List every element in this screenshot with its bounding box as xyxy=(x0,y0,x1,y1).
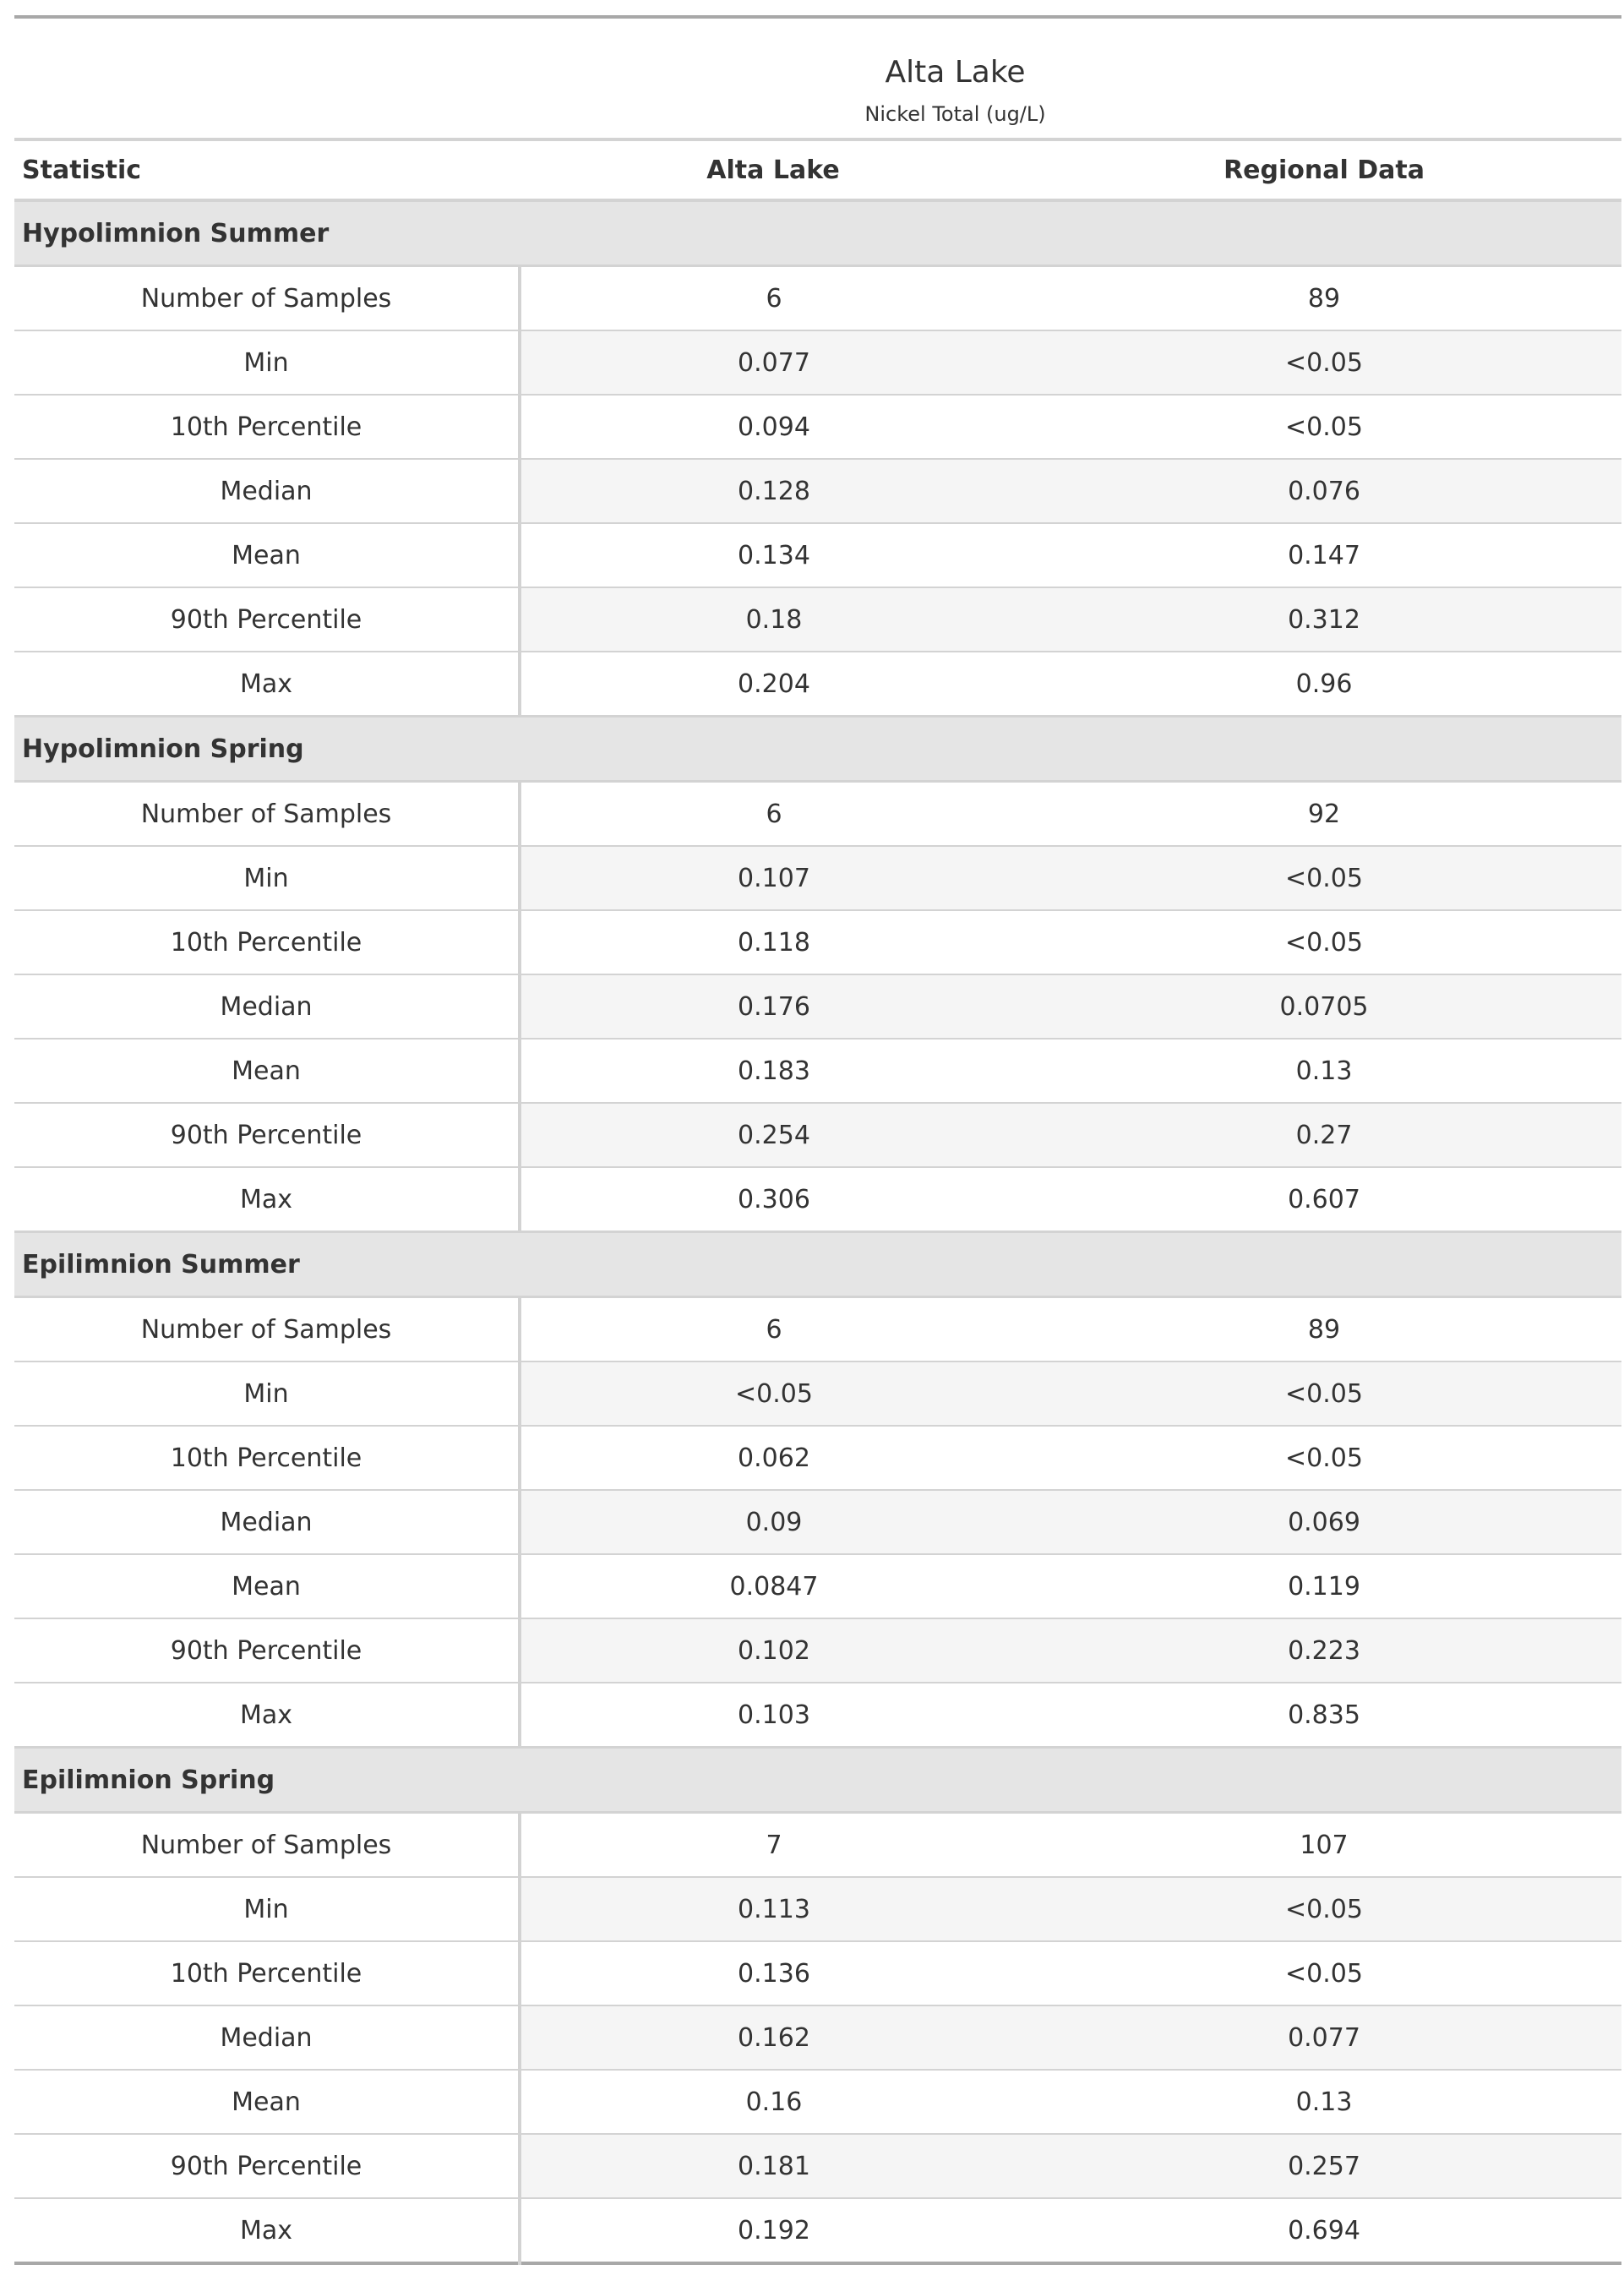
group-label: Epilimnion Summer xyxy=(14,1232,1621,1297)
table-row xyxy=(14,2070,1621,2134)
table-row xyxy=(14,1297,1621,1362)
table-row xyxy=(14,1877,1621,1941)
statistic-cell: 90th Percentile xyxy=(14,587,520,652)
table-title-row xyxy=(14,17,1621,90)
statistic-cell: Number of Samples xyxy=(14,1297,520,1362)
alta-lake-value-cell: 0.136 xyxy=(520,1941,1027,2005)
statistic-cell: Max xyxy=(14,1167,520,1232)
regional-data-value-cell: 0.069 xyxy=(1027,1490,1621,1554)
alta-lake-value-cell: 6 xyxy=(520,266,1027,331)
alta-lake-value-cell: 0.306 xyxy=(520,1167,1027,1232)
alta-lake-value-cell: 7 xyxy=(520,1813,1027,1878)
statistic-cell: Max xyxy=(14,652,520,717)
regional-data-value-cell: 0.13 xyxy=(1027,2070,1621,2134)
alta-lake-value-cell: 0.103 xyxy=(520,1683,1027,1748)
summary-table-container xyxy=(14,15,1621,2265)
table-row xyxy=(14,2005,1621,2070)
regional-data-value-cell: <0.05 xyxy=(1027,910,1621,974)
statistic-cell: Min xyxy=(14,330,520,395)
alta-lake-value-cell: 0.204 xyxy=(520,652,1027,717)
alta-lake-value-cell: 0.094 xyxy=(520,395,1027,459)
table-row xyxy=(14,1554,1621,1618)
regional-data-value-cell: 0.27 xyxy=(1027,1103,1621,1167)
regional-data-value-cell: 0.312 xyxy=(1027,587,1621,652)
group-header-row xyxy=(14,1748,1621,1813)
statistic-cell: 90th Percentile xyxy=(14,2134,520,2198)
table-row xyxy=(14,1941,1621,2005)
statistic-cell: Median xyxy=(14,974,520,1039)
regional-data-value-cell: <0.05 xyxy=(1027,846,1621,910)
table-row xyxy=(14,2134,1621,2198)
alta-lake-value-cell: 0.134 xyxy=(520,523,1027,587)
table-row xyxy=(14,2198,1621,2263)
table-row xyxy=(14,1618,1621,1683)
regional-data-value-cell: 0.223 xyxy=(1027,1618,1621,1683)
statistic-cell: Number of Samples xyxy=(14,1813,520,1878)
regional-data-value-cell: 0.607 xyxy=(1027,1167,1621,1232)
table-row xyxy=(14,395,1621,459)
alta-lake-value-cell: 0.192 xyxy=(520,2198,1027,2263)
alta-lake-value-cell: 0.062 xyxy=(520,1426,1027,1490)
table-row xyxy=(14,652,1621,717)
regional-data-value-cell: 107 xyxy=(1027,1813,1621,1878)
alta-lake-value-cell: 6 xyxy=(520,1297,1027,1362)
regional-data-value-cell: 0.96 xyxy=(1027,652,1621,717)
regional-data-value-cell: 0.13 xyxy=(1027,1039,1621,1103)
statistic-cell: 90th Percentile xyxy=(14,1103,520,1167)
regional-data-value-cell: <0.05 xyxy=(1027,1361,1621,1426)
column-header-regional-data: Regional Data xyxy=(1027,139,1621,200)
table-row xyxy=(14,974,1621,1039)
statistic-cell: 90th Percentile xyxy=(14,1618,520,1683)
table-row xyxy=(14,1167,1621,1232)
table-row xyxy=(14,587,1621,652)
regional-data-value-cell: <0.05 xyxy=(1027,330,1621,395)
regional-data-value-cell: <0.05 xyxy=(1027,395,1621,459)
regional-data-value-cell: 89 xyxy=(1027,266,1621,331)
statistic-cell: Min xyxy=(14,1877,520,1941)
alta-lake-value-cell: 0.254 xyxy=(520,1103,1027,1167)
statistic-cell: Number of Samples xyxy=(14,782,520,847)
alta-lake-value-cell: 0.176 xyxy=(520,974,1027,1039)
group-label: Epilimnion Spring xyxy=(14,1748,1621,1813)
statistic-cell: 10th Percentile xyxy=(14,910,520,974)
table-title: Alta Lake xyxy=(885,55,1026,90)
table-row xyxy=(14,330,1621,395)
table-row xyxy=(14,459,1621,523)
alta-lake-value-cell: 0.102 xyxy=(520,1618,1027,1683)
statistic-cell: Median xyxy=(14,2005,520,2070)
statistic-cell: 10th Percentile xyxy=(14,1426,520,1490)
alta-lake-value-cell: 0.16 xyxy=(520,2070,1027,2134)
regional-data-value-cell: <0.05 xyxy=(1027,1426,1621,1490)
table-row xyxy=(14,1361,1621,1426)
alta-lake-value-cell: 0.162 xyxy=(520,2005,1027,2070)
column-header-statistic: Statistic xyxy=(14,139,520,200)
alta-lake-value-cell: 0.0847 xyxy=(520,1554,1027,1618)
regional-data-value-cell: <0.05 xyxy=(1027,1941,1621,2005)
regional-data-value-cell: 92 xyxy=(1027,782,1621,847)
statistic-cell: Mean xyxy=(14,2070,520,2134)
group-header-row xyxy=(14,1232,1621,1297)
statistic-cell: Max xyxy=(14,2198,520,2263)
regional-data-value-cell: 0.147 xyxy=(1027,523,1621,587)
alta-lake-value-cell: 6 xyxy=(520,782,1027,847)
regional-data-value-cell: <0.05 xyxy=(1027,1877,1621,1941)
group-label: Hypolimnion Spring xyxy=(14,717,1621,782)
statistic-cell: Number of Samples xyxy=(14,266,520,331)
table-row xyxy=(14,1813,1621,1878)
alta-lake-value-cell: 0.113 xyxy=(520,1877,1027,1941)
table-row xyxy=(14,1490,1621,1554)
table-row xyxy=(14,1426,1621,1490)
table-subtitle: Nickel Total (ug/L) xyxy=(14,90,1621,139)
table-row xyxy=(14,1683,1621,1748)
alta-lake-value-cell: 0.181 xyxy=(520,2134,1027,2198)
alta-lake-value-cell: 0.18 xyxy=(520,587,1027,652)
regional-data-value-cell: 0.257 xyxy=(1027,2134,1621,2198)
alta-lake-value-cell: 0.128 xyxy=(520,459,1027,523)
regional-data-value-cell: 0.0705 xyxy=(1027,974,1621,1039)
regional-data-value-cell: 0.694 xyxy=(1027,2198,1621,2263)
summary-table xyxy=(14,15,1621,2265)
statistic-cell: Median xyxy=(14,1490,520,1554)
alta-lake-value-cell: 0.118 xyxy=(520,910,1027,974)
column-header-alta-lake: Alta Lake xyxy=(520,139,1027,200)
group-label: Hypolimnion Summer xyxy=(14,200,1621,266)
group-header-row xyxy=(14,200,1621,266)
regional-data-value-cell: 0.077 xyxy=(1027,2005,1621,2070)
regional-data-value-cell: 89 xyxy=(1027,1297,1621,1362)
statistic-cell: Min xyxy=(14,846,520,910)
regional-data-value-cell: 0.076 xyxy=(1027,459,1621,523)
table-row xyxy=(14,846,1621,910)
statistic-cell: Min xyxy=(14,1361,520,1426)
table-row xyxy=(14,910,1621,974)
statistic-cell: Max xyxy=(14,1683,520,1748)
statistic-cell: Mean xyxy=(14,1554,520,1618)
table-row xyxy=(14,523,1621,587)
statistic-cell: Mean xyxy=(14,1039,520,1103)
table-row xyxy=(14,266,1621,331)
alta-lake-value-cell: <0.05 xyxy=(520,1361,1027,1426)
alta-lake-value-cell: 0.183 xyxy=(520,1039,1027,1103)
statistic-cell: Median xyxy=(14,459,520,523)
alta-lake-value-cell: 0.077 xyxy=(520,330,1027,395)
table-row xyxy=(14,1039,1621,1103)
regional-data-value-cell: 0.835 xyxy=(1027,1683,1621,1748)
table-subtitle-row xyxy=(14,90,1621,139)
statistic-cell: 10th Percentile xyxy=(14,395,520,459)
statistic-cell: 10th Percentile xyxy=(14,1941,520,2005)
table-row xyxy=(14,782,1621,847)
alta-lake-value-cell: 0.09 xyxy=(520,1490,1027,1554)
table-row xyxy=(14,1103,1621,1167)
alta-lake-value-cell: 0.107 xyxy=(520,846,1027,910)
column-header-row xyxy=(14,139,1621,200)
table-body xyxy=(14,200,1621,2263)
regional-data-value-cell: 0.119 xyxy=(1027,1554,1621,1618)
statistic-cell: Mean xyxy=(14,523,520,587)
group-header-row xyxy=(14,717,1621,782)
